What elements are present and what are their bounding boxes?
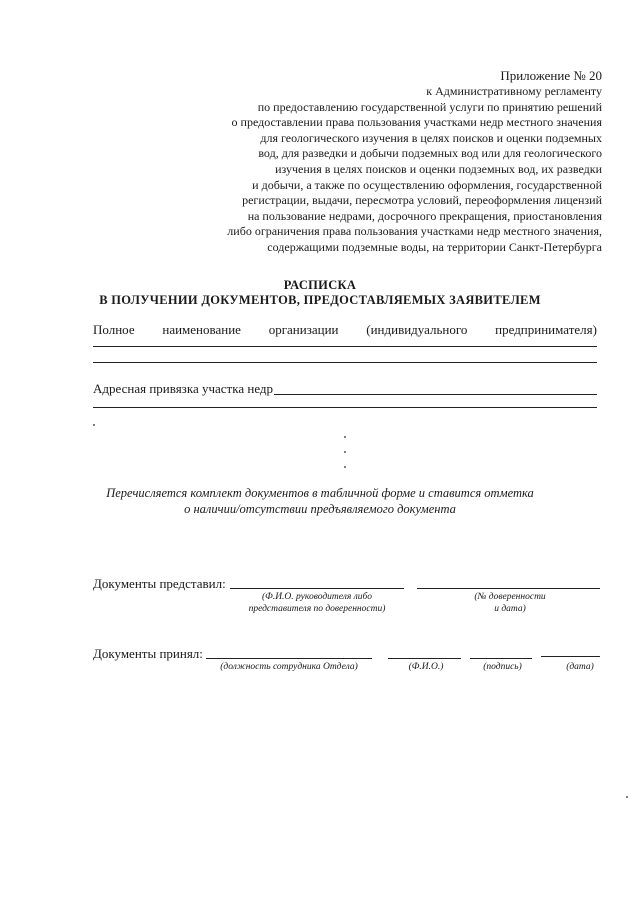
full-name-word: наименование xyxy=(162,322,241,337)
accepted-fio-caption: (Ф.И.О.) xyxy=(408,662,444,672)
submitted-name-line[interactable] xyxy=(230,588,404,589)
appendix-line: по предоставлению государственной услуги по принятию решений xyxy=(257,99,602,114)
appendix-number: Приложение № 20 xyxy=(500,68,602,83)
instruction-note: Перечисляется комплект документов в табличной форме и ставится отметка xyxy=(106,486,534,500)
appendix-line: вод, для разведки и добычи подземных вод или для геологического xyxy=(258,146,602,161)
accepted-label: Документы принял: xyxy=(93,646,203,661)
accepted-date-line[interactable] xyxy=(541,656,600,657)
submitted-proxy-caption xyxy=(440,591,580,615)
appendix-line: для геологического изучения в целях поисков и оценки подземных xyxy=(260,130,602,145)
full-name-word: предпринимателя) xyxy=(495,322,597,337)
document-title: РАСПИСКА xyxy=(283,278,357,292)
document-subtitle: В ПОЛУЧЕНИИ ДОКУМЕНТОВ, ПРЕДОСТАВЛЯЕМЫХ ЗАЯВИТЕЛЕМ xyxy=(99,293,541,307)
appendix-line: на пользование недрами, досрочного прекращения, приостановления xyxy=(247,208,602,223)
appendix-line: изучения в целях поисков и оценки подземных вод, их разведки xyxy=(275,161,602,176)
submitted-name-caption xyxy=(222,591,412,615)
full-name-word: Полное xyxy=(93,322,135,337)
appendix-line: о предоставлении права пользования участками недр местного значения xyxy=(231,115,602,130)
caption-line: представителя по доверенности) xyxy=(248,604,386,614)
caption-line: (№ доверенности xyxy=(474,592,546,602)
appendix-header xyxy=(132,67,602,256)
full-name-word: (индивидуального xyxy=(366,322,468,337)
appendix-line: содержащими подземные воды, на территории Санкт-Петербурга xyxy=(267,239,602,254)
accepted-position-caption: (должность сотрудника Отдела) xyxy=(220,662,358,672)
instruction-note: о наличии/отсутствии предъявляемого документа xyxy=(184,502,456,516)
scan-speck xyxy=(344,451,346,453)
accepted-fio-line[interactable] xyxy=(388,658,461,659)
address-label: Адресная привязка участка недр xyxy=(93,381,274,396)
accepted-position-line[interactable] xyxy=(206,658,372,659)
caption-line: и дата) xyxy=(494,604,526,614)
scan-speck xyxy=(344,436,346,438)
appendix-line: либо ограничения права пользования участками недр местного значения, xyxy=(227,224,602,239)
accepted-signature-line[interactable] xyxy=(470,658,532,659)
address-fill-line[interactable] xyxy=(274,394,597,395)
full-name-label xyxy=(93,322,597,338)
appendix-line: к Административному регламенту xyxy=(426,84,602,98)
scan-speck xyxy=(344,466,346,468)
accepted-date-caption: (дата) xyxy=(566,662,594,672)
appendix-line: и добычи, а также по осуществлению оформления, государственной xyxy=(252,177,602,192)
address-fill-line[interactable] xyxy=(93,407,597,408)
submitted-label: Документы представил: xyxy=(93,576,226,591)
accepted-signature-caption: (подпись) xyxy=(483,662,522,672)
full-name-fill-line[interactable] xyxy=(93,346,597,347)
full-name-word: организации xyxy=(268,322,339,337)
scan-speck xyxy=(93,424,95,426)
appendix-line: регистрации, выдачи, пересмотра условий, переоформления лицензий xyxy=(242,193,602,208)
full-name-fill-line[interactable] xyxy=(93,362,597,363)
caption-line: (Ф.И.О. руководителя либо xyxy=(262,592,372,602)
submitted-proxy-line[interactable] xyxy=(417,588,600,589)
scan-speck xyxy=(626,796,628,798)
